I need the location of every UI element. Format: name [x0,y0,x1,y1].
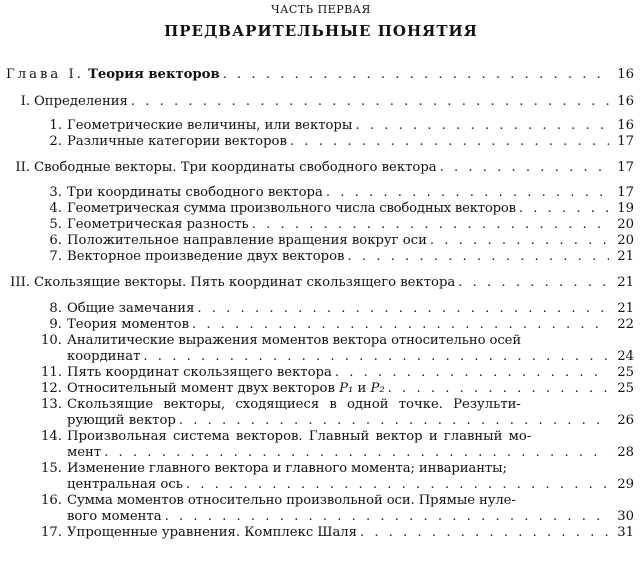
page-number: 28 [617,445,634,460]
toc-item [40,381,634,396]
page-number: 26 [617,413,634,428]
page-number: 17 [617,185,634,200]
section-number: II. [15,160,30,175]
toc-item [40,301,634,316]
leader-dots [290,134,609,149]
page-number: 21 [617,275,634,290]
page-number: 25 [617,381,634,396]
toc-item [40,333,634,364]
toc-item [40,365,634,380]
toc-item [40,317,634,332]
page-number: 16 [617,118,634,133]
page-number: 22 [617,317,634,332]
item-title-continuation: вого момента [67,509,162,524]
leader-dots [165,509,609,524]
item-title: Теория моментов [67,317,189,332]
toc-section [14,94,634,109]
conjunction: и [357,381,367,396]
item-title: Положительное направление вращения вокруг оси [67,233,427,248]
page-number: 21 [617,301,634,316]
part-label: ЧАСТЬ ПЕРВАЯ [271,3,371,16]
leader-dots [186,477,609,492]
item-title: Общие замечания [67,301,195,316]
section-number: I. [20,94,30,109]
leader-dots [360,525,609,540]
section-title: Свободные векторы. Три координаты свободного вектора [34,160,437,175]
item-title-continuation: рующий вектор [67,413,176,428]
item-number: 8. [49,301,62,316]
page-number: 25 [617,365,634,380]
toc-item [40,217,634,232]
toc-item [40,429,634,460]
item-title-continuation: координат [67,349,141,364]
item-number: 16. [41,493,62,508]
toc-item [40,525,634,540]
item-number: 12. [41,381,62,396]
page-number: 16 [617,67,634,82]
leader-dots [143,349,609,364]
leader-dots [104,445,609,460]
leader-dots [355,118,609,133]
leader-dots [326,185,609,200]
item-number: 5. [49,217,62,232]
page-number: 17 [617,160,634,175]
page-number: 16 [617,94,634,109]
leader-dots [223,67,609,82]
leader-dots [179,413,609,428]
part-title: ПРЕДВАРИТЕЛЬНЫЕ ПОНЯТИЯ [164,22,478,40]
leader-dots [388,381,609,396]
vector-symbol: P₁ [339,381,354,396]
toc-item [40,233,634,248]
item-title: Геометрическая разность [67,217,249,232]
item-number: 2. [49,134,62,149]
leader-dots [192,317,609,332]
toc-section [4,275,634,290]
toc-section [10,160,634,175]
item-number: 13. [41,397,62,412]
item-number: 15. [41,461,62,476]
item-title-continuation: мент [67,445,102,460]
page-number: 31 [617,525,634,540]
item-number: 3. [49,185,62,200]
leader-dots [252,217,609,232]
leader-dots [347,249,609,264]
item-number: 11. [41,365,62,380]
page-number: 29 [617,477,634,492]
item-title: Изменение главного вектора и главного момента; инварианты; [67,461,507,476]
item-title: Различные категории векторов [67,134,287,149]
leader-dots [440,160,609,175]
item-title: Три координаты свободного вектора [67,185,323,200]
vector-symbol: P₂ [370,381,385,396]
toc-item [40,134,634,149]
item-title: Аналитические выражения моментов вектора относительно осей [67,333,522,348]
page-number: 20 [617,233,634,248]
item-number: 1. [49,118,62,133]
toc-chapter [6,67,634,82]
section-title: Определения [34,94,128,109]
leader-dots [519,201,609,216]
page-number: 24 [617,349,634,364]
item-number: 6. [49,233,62,248]
chapter-label: Глава I. [6,67,84,82]
leader-dots [131,94,609,109]
item-number: 17. [41,525,62,540]
toc-item [40,118,634,133]
toc-item [40,201,634,216]
section-title: Скользящие векторы. Пять координат скользящего вектора [34,275,456,290]
item-title: Сумма моментов относительно произвольной оси. Прямые нуле- [67,493,516,508]
toc-item [40,461,634,492]
toc-item [40,185,634,200]
item-number: 10. [41,333,62,348]
leader-dots [335,365,609,380]
leader-dots [197,301,609,316]
item-title: Геометрические величины, или векторы [67,118,353,133]
page-number: 19 [617,201,634,216]
item-title: Упрощенные уравнения. Комплекс Шаля [67,525,358,540]
item-number: 7. [49,249,62,264]
item-number: 4. [49,201,62,216]
toc-item [40,249,634,264]
item-number: 14. [41,429,62,444]
item-title-continuation: центральная ось [67,477,183,492]
item-number: 9. [49,317,62,332]
item-title: Скользящие векторы, сходящиеся в одной точке. Результи- [67,397,521,412]
toc-item [40,397,634,428]
page-number: 20 [617,217,634,232]
section-number: III. [10,275,30,290]
item-title: Векторное произведение двух векторов [67,249,345,264]
chapter-title: Теория векторов [88,67,220,82]
page-number: 21 [617,249,634,264]
item-title: Пять координат скользящего вектора [67,365,332,380]
item-title: Произвольная система векторов. Главный вектор и главный мо- [67,429,532,444]
page-number: 17 [617,134,634,149]
leader-dots [430,233,609,248]
leader-dots [458,275,609,290]
item-title: Геометрическая сумма произвольного числа свободных векторов [67,201,516,216]
page-number: 30 [617,509,634,524]
toc-item [40,493,634,524]
item-title: Относительный момент двух векторов [67,381,335,396]
